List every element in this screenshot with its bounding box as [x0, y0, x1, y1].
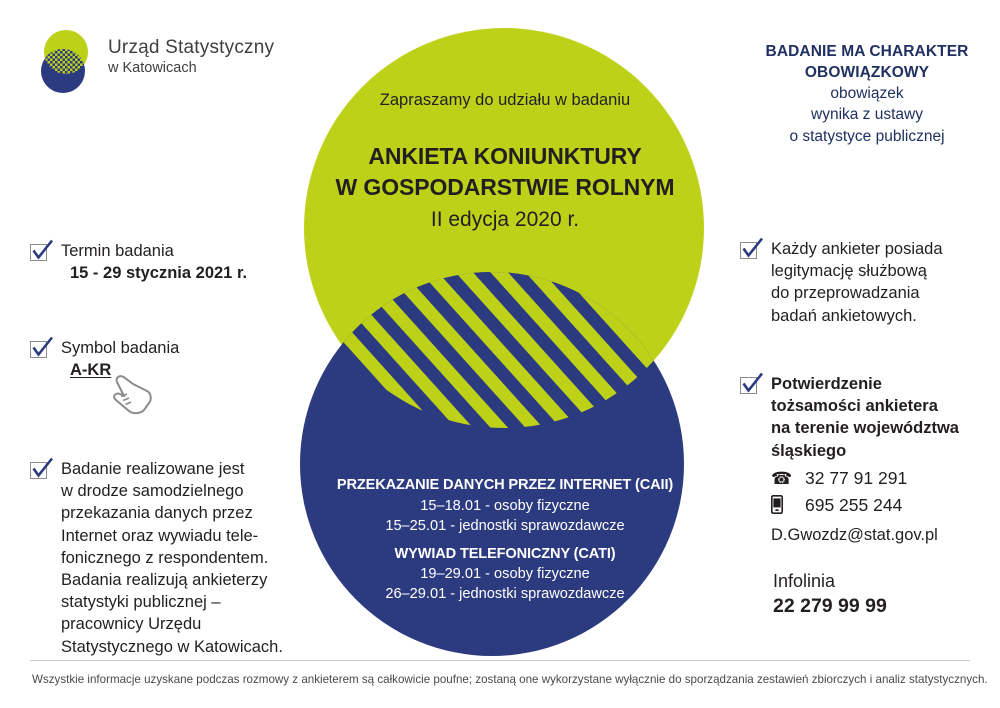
survey-title-line2: W GOSPODARSTWIE ROLNYM [335, 174, 675, 201]
identity-confirmation-body [771, 373, 959, 545]
obligatory-line-3: obowiązek [830, 85, 904, 103]
survey-period-value: 15 - 29 stycznia 2021 r. [70, 264, 248, 283]
pointing-hand-cursor-icon [108, 372, 156, 418]
credentials-line-4: badań ankietowych. [771, 306, 917, 325]
list-item-survey-symbol [30, 337, 179, 381]
survey-period-label: Termin badania [61, 242, 174, 260]
list-item-survey-method [30, 458, 283, 658]
credentials-line-1: Każdy ankieter posiada [771, 240, 943, 258]
obligatory-line-4: wynika z ustawy [811, 106, 923, 124]
survey-method-line-1: Badanie realizowane jest [61, 460, 245, 478]
cati-line-2: 26–29.01 - jednostki sprawozdawcze [385, 586, 625, 603]
interviewer-credentials-body [771, 238, 943, 327]
checkmark-icon [30, 242, 51, 263]
list-item-interviewer-credentials [740, 238, 943, 327]
checkmark-icon [30, 339, 51, 360]
survey-method-line-9: Statystycznego w Katowicach. [61, 637, 283, 656]
hotline-label: Infolinia [773, 571, 836, 591]
confirmation-line-4: śląskiego [771, 441, 847, 460]
survey-title [300, 141, 710, 202]
survey-method-line-4: Internet oraz wywiadu tele- [61, 526, 259, 545]
checkmark-icon [740, 375, 761, 396]
confirmation-line-1: Potwierdzenie [771, 375, 882, 393]
survey-method-line-8: pracownicy Urzędu [61, 615, 202, 634]
survey-method-body [61, 458, 283, 658]
email-address[interactable]: D.Gwozdz@stat.gov.pl [771, 525, 938, 544]
survey-edition: II edycja 2020 r. [430, 207, 580, 231]
confirmation-line-3: na terenie województwa [771, 419, 959, 438]
checkmark-icon [740, 240, 761, 261]
survey-method-line-6: Badania realizują ankieterzy [61, 570, 268, 589]
hotline-number[interactable]: 22 279 99 99 [773, 595, 887, 618]
logo-text [108, 36, 274, 78]
mobile-number[interactable]: 695 255 244 [805, 495, 903, 516]
credentials-line-3: do przeprowadzania [771, 284, 920, 303]
survey-symbol-value: A-KR [70, 361, 112, 380]
survey-symbol-label: Symbol badania [61, 339, 180, 357]
caii-line-1: 15–18.01 - osoby fizyczne [420, 497, 590, 514]
survey-method-line-5: fonicznego z respondentem. [61, 548, 269, 567]
checkmark-icon [30, 460, 51, 481]
confirmation-line-2: tożsamości ankietera [771, 397, 938, 416]
logo [30, 26, 280, 96]
green-circle-text [300, 90, 710, 233]
obligatory-line-2: OBOWIĄZKOWY [804, 63, 930, 81]
list-item-identity-confirmation [740, 373, 959, 545]
list-item-survey-period [30, 240, 247, 284]
survey-method-line-3: przekazania danych przez [61, 504, 253, 523]
logo-subtitle: w Katowicach [108, 60, 197, 77]
invitation-text: Zapraszamy do udziału w badaniu [379, 91, 631, 109]
survey-title-line1: ANKIETA KONIUNKTURY [368, 143, 642, 170]
survey-method-line-7: statystyki publicznej – [61, 593, 221, 612]
survey-period-body [61, 240, 247, 284]
blue-circle-text [300, 476, 710, 605]
hotline-block [773, 570, 887, 620]
footer-disclaimer: Wszystkie informacje uzyskane podczas rozmowy z ankieterem są całkowicie poufne; zostaną one wykorzystane wyłącznie do sporządzania zestawień zbiorczych i analiz statystycznych. [32, 673, 988, 686]
telephone-icon: ☎ [771, 468, 793, 488]
logo-title: Urząd Statystyczny [108, 37, 275, 58]
phone-row[interactable] [771, 468, 959, 489]
cati-heading: WYWIAD TELEFONICZNY (CATI) [394, 545, 616, 562]
caii-line-2: 15–25.01 - jednostki sprawozdawcze [385, 517, 625, 534]
caii-heading: PRZEKAZANIE DANYCH PRZEZ INTERNET (CAII) [336, 477, 674, 493]
obligatory-line-1: BADANIE MA CHARAKTER [765, 43, 969, 60]
blue-text-spacer [300, 536, 710, 545]
phone-number[interactable]: 32 77 91 291 [805, 467, 908, 488]
survey-method-line-2: w drodze samodzielnego [61, 482, 244, 501]
credentials-line-2: legitymację służbową [771, 262, 927, 281]
cati-line-1: 19–29.01 - osoby fizyczne [420, 566, 590, 583]
obligatory-line-5: o statystyce publicznej [789, 127, 945, 145]
statistical-office-logo-icon [30, 26, 102, 98]
footer-divider [30, 660, 970, 661]
mobile-phone-icon [771, 495, 797, 517]
obligatory-notice [738, 42, 996, 147]
mobile-row[interactable] [771, 495, 959, 517]
